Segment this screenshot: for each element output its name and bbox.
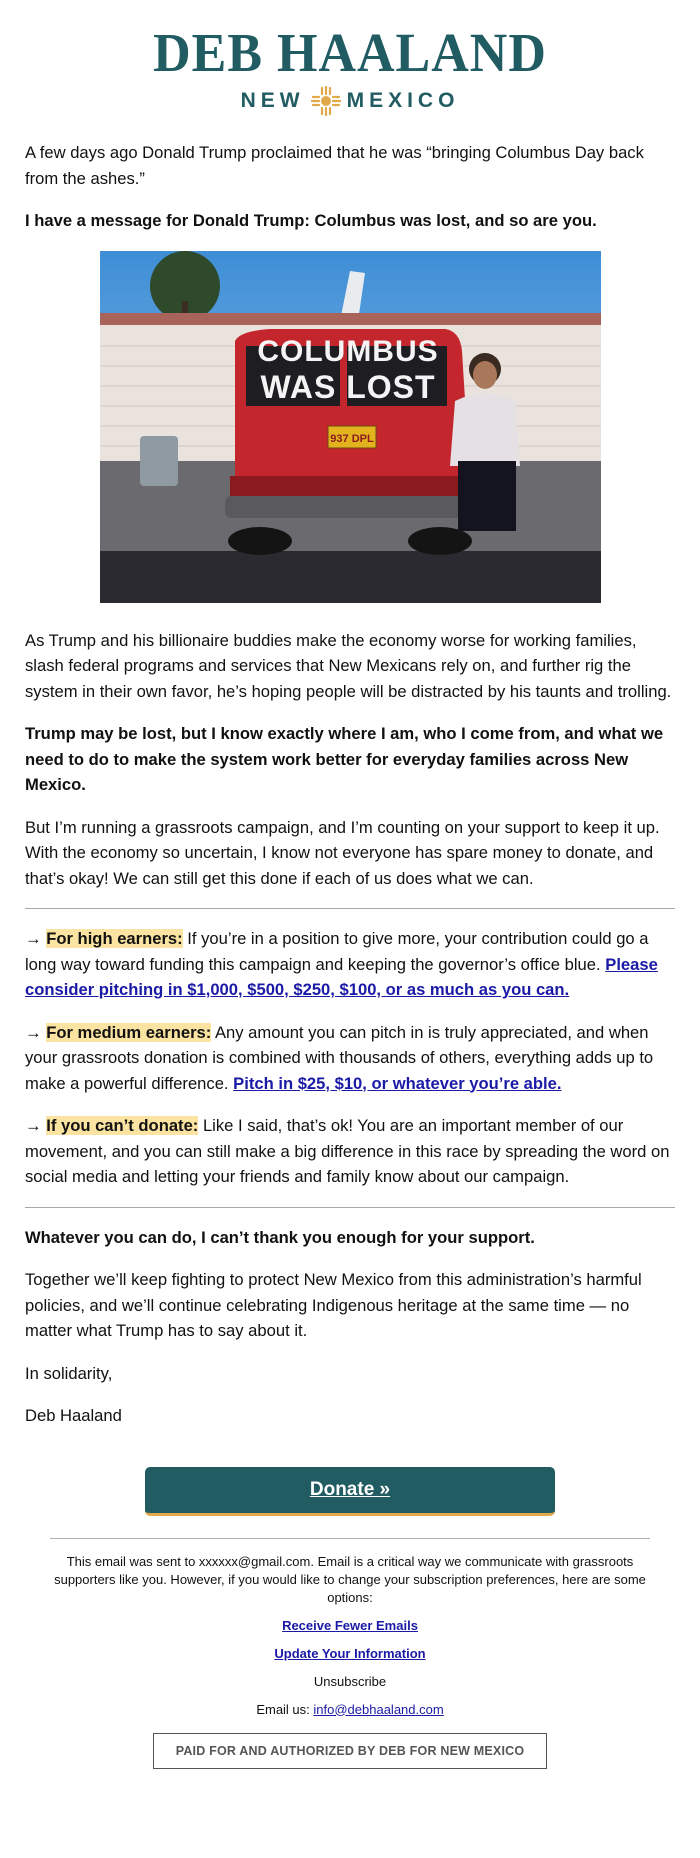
arrow-icon: → bbox=[25, 1022, 42, 1042]
high-earners-paragraph bbox=[25, 926, 675, 1003]
medium-earners-label: For medium earners: bbox=[46, 1022, 212, 1042]
divider bbox=[25, 908, 675, 909]
medium-earners-text: Any amount you can pitch in is truly appreciated, and when your grassroots donation is combined with thousands of others, everything adds up to make a powerful difference. bbox=[25, 1022, 654, 1093]
logo-subtitle bbox=[0, 86, 700, 116]
update-information-link[interactable]: Update Your Information bbox=[274, 1645, 426, 1661]
email-footer bbox=[50, 1538, 650, 1769]
arrow-icon: → bbox=[25, 1116, 42, 1135]
high-earners-text: If you’re in a position to give more, your contribution could go a long way toward funding this campaign and keeping the governor’s office blue. bbox=[25, 929, 649, 974]
logo-sub-left: NEW bbox=[240, 89, 305, 112]
donate-cta bbox=[0, 1467, 700, 1516]
divider bbox=[25, 1207, 675, 1208]
message-paragraph: I have a message for Donald Trump: Columbus was lost, and so are you. bbox=[25, 211, 597, 230]
intro-paragraph: A few days ago Donald Trump proclaimed that he was “bringing Columbus Day back from the ashes.” bbox=[25, 143, 644, 188]
unsubscribe-link[interactable]: Unsubscribe bbox=[313, 1673, 387, 1689]
donate-button[interactable]: Donate » bbox=[145, 1467, 555, 1516]
cant-donate-text: Like I said, that’s ok! You are an important member of our movement, and you can still make a big difference in this race by spreading the word on social media and letting your friends and family know about our campaign. bbox=[25, 1116, 670, 1186]
cant-donate-paragraph bbox=[25, 1113, 675, 1190]
receive-fewer-emails-link[interactable]: Receive Fewer Emails bbox=[282, 1617, 418, 1633]
van-text-line1: COLUMBUS bbox=[256, 334, 439, 368]
trump-lost-paragraph: Trump may be lost, but I know exactly where I am, who I come from, and what we need to do to make the system work better for everyday families across New Mexico. bbox=[25, 724, 664, 794]
economy-paragraph: As Trump and his billionaire buddies make the economy worse for working families, slash federal programs and services that New Mexicans rely on, and further rig the system in their own favor, he’s hoping people will be distracted by his taunts and trolling. bbox=[25, 630, 672, 701]
together-paragraph: Together we’ll keep fighting to protect New Mexico from this administration’s harmful policies, and we’ll continue celebrating Indigenous heritage at the same time — no matter what Trump has to say about it. bbox=[25, 1270, 642, 1340]
email-address-link[interactable]: info@debhaaland.com bbox=[313, 1701, 444, 1717]
email-us-line bbox=[50, 1701, 650, 1719]
email-us-label: Email us: bbox=[256, 1701, 314, 1717]
medium-earners-paragraph bbox=[25, 1020, 675, 1097]
medium-earners-donate-link[interactable]: Pitch in $25, $10, or whatever you’re able. bbox=[233, 1073, 562, 1093]
signature: Deb Haaland bbox=[25, 1406, 122, 1425]
paid-for-disclaimer: PAID FOR AND AUTHORIZED BY DEB FOR NEW MEXICO bbox=[153, 1733, 548, 1769]
high-earners-label: For high earners: bbox=[46, 929, 183, 948]
arrow-icon: → bbox=[25, 929, 42, 948]
campaign-logo bbox=[0, 0, 700, 110]
columbus-was-lost-van-photo bbox=[100, 251, 601, 603]
high-earners-donate-link[interactable]: Please consider pitching in $1,000, $500, $250, $100, or as much as you can. bbox=[25, 954, 658, 999]
van-text-line2: WAS LOST bbox=[259, 368, 436, 405]
zia-sun-icon bbox=[311, 86, 341, 116]
footer-notice: This email was sent to xxxxxx@gmail.com. Email is a critical way we communicate with grassroots supporters like you. However, if you would like to change your subscription preferences, here are some options: bbox=[54, 1553, 646, 1605]
email-body bbox=[0, 140, 700, 1429]
signoff: In solidarity, bbox=[25, 1363, 113, 1383]
logo-name: DEB HAALAND bbox=[153, 23, 547, 84]
logo-sub-right: MEXICO bbox=[346, 89, 460, 112]
grassroots-paragraph: But I’m running a grassroots campaign, and I’m counting on your support to keep it up. With the economy so uncertain, I know not everyone has spare money to donate, and that’s okay! We can still get this done if each of us does what we can. bbox=[25, 817, 660, 888]
license-plate: 937 DPL bbox=[329, 432, 374, 445]
cant-donate-label: If you can’t donate: bbox=[46, 1116, 199, 1135]
thanks-paragraph: Whatever you can do, I can’t thank you enough for your support. bbox=[25, 1227, 535, 1247]
